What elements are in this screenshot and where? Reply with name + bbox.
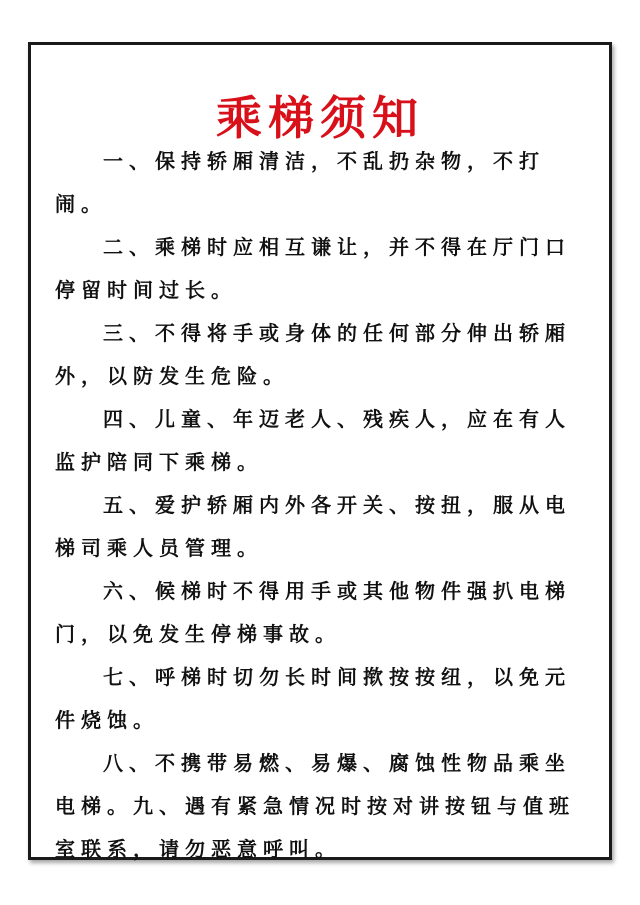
rule-item: 六、候梯时不得用手或其他物件强扒电梯门，以免发生停梯事故。	[55, 579, 571, 646]
rules-list	[55, 140, 590, 871]
rule-item: 八、不携带易燃、易爆、腐蚀性物品乘坐电梯。九、遇有紧急情况时按对讲按钮与值班室联系，请勿恶意呼叫。	[55, 751, 575, 861]
rule-item: 二、乘梯时应相互谦让，并不得在厅门口停留时间过长。	[55, 235, 571, 302]
rule-item: 七、呼梯时切勿长时间揿按按纽，以免元件烧蚀。	[55, 665, 571, 732]
notice-title: 乘梯须知	[216, 90, 424, 145]
rule-item: 四、儿童、年迈老人、残疾人，应在有人监护陪同下乘梯。	[55, 407, 571, 474]
rule-item: 五、爱护轿厢内外各开关、按扭，服从电梯司乘人员管理。	[55, 493, 571, 560]
rule-item: 三、不得将手或身体的任何部分伸出轿厢外，以防发生危险。	[55, 321, 571, 388]
rule-item: 一、保持轿厢清洁，不乱扔杂物，不打闹。	[55, 149, 545, 216]
